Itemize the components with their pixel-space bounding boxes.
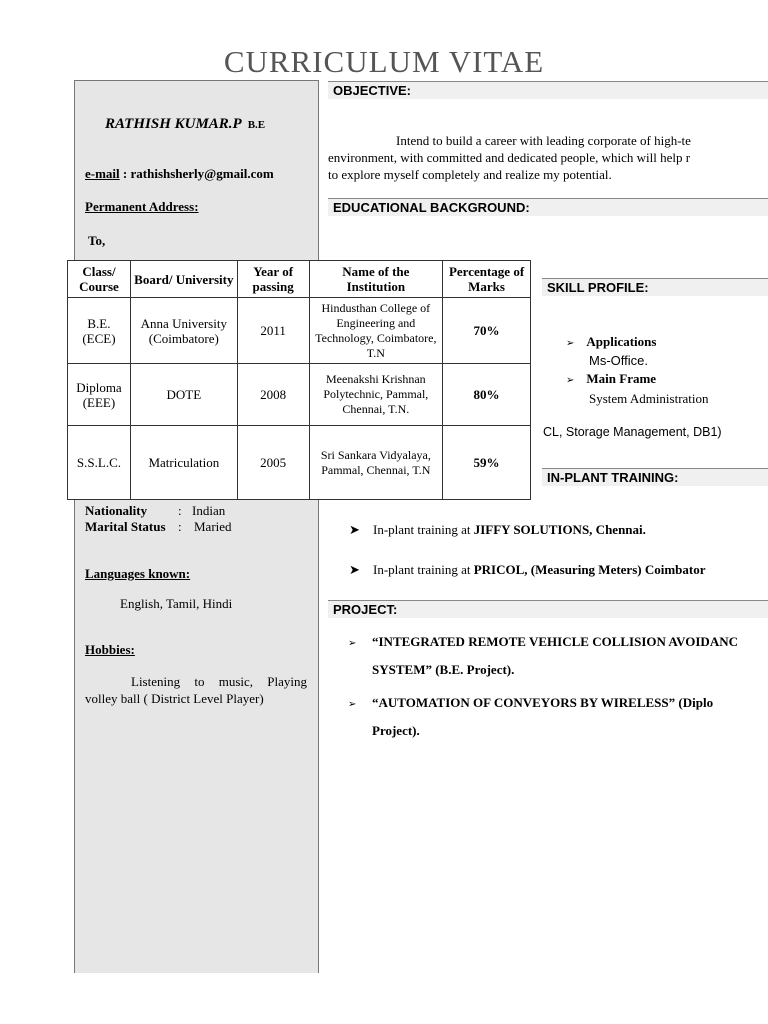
arrow-bullet-icon: ➢ [566,338,575,349]
arrow-bullet-icon: ➢ [348,638,357,649]
percentage-cell: 80% [443,364,531,426]
project-heading: PROJECT: [328,600,768,618]
objective-text: Intend to build a career with leading corporate of high-te environment, with committed and dedicated people, which will help r to explore myself completely and realize my potential. [328,133,691,182]
board-cell: Matriculation [130,426,237,500]
in-plant-training-heading: IN-PLANT TRAINING: [542,468,768,486]
institution-cell: Meenakshi Krishnan Polytechnic, Pammal, Chennai, T.N. [309,364,443,426]
skill-mainframe: ➢ Main Frame [566,371,657,386]
email-value: rathishsherly@gmail.com [130,166,274,181]
training-item-2: ➤ In-plant training at PRICOL, (Measuring Meters) Coimbator [349,562,706,578]
table-header-cell: Year of passing [237,261,309,298]
address-to: To, [88,233,106,248]
skill-applications-value: Ms-Office. [589,353,648,368]
skill-applications: ➢ Applications [566,334,657,349]
arrow-bullet-icon: ➢ [566,375,575,386]
education-heading: EDUCATIONAL BACKGROUND: [328,198,768,216]
languages-heading: Languages known: [85,566,191,581]
hobbies-value: Listening to music, Playing volley ball ( District Level Player) [85,674,307,706]
triangle-bullet-icon: ➤ [349,563,360,578]
table-header-cell: Percentage of Marks [443,261,531,298]
training-item-1: ➤ In-plant training at JIFFY SOLUTIONS, Chennai. [349,522,646,538]
arrow-bullet-icon: ➢ [348,699,357,710]
email-label: e-mail [85,166,120,181]
candidate-name: RATHISH KUMAR.P B.E [105,116,266,132]
languages-value: English, Tamil, Hindi [120,596,233,611]
table-row [68,298,531,364]
course-cell: Diploma (EEE) [68,364,131,426]
year-cell: 2011 [237,298,309,364]
course-cell: S.S.L.C. [68,426,131,500]
marital-status-label: Marital Status [85,519,166,534]
nationality-row: Nationality : Indian [85,503,226,518]
institution-cell: Hindusthan College of Engineering and Technology, Coimbatore, T.N [309,298,443,364]
table-header-cell: Name of the Institution [309,261,443,298]
project-item-2: ➢ “AUTOMATION OF CONVEYORS BY WIRELESS” (Diplo Project). [348,690,713,744]
table-header-row [68,261,531,298]
marital-status-value: Maried [194,519,232,534]
triangle-bullet-icon: ➤ [349,523,360,538]
institution-cell: Sri Sankara Vidyalaya, Pammal, Chennai, T.N [309,426,443,500]
nationality-label: Nationality [85,503,148,518]
skill-fragment: CL, Storage Management, DB1) [543,425,722,439]
nationality-value: Indian [192,503,226,518]
year-cell: 2008 [237,364,309,426]
board-cell: DOTE [130,364,237,426]
table-row [68,364,531,426]
skill-mainframe-value: System Administration [589,391,709,406]
permanent-address-label: Permanent Address: [85,199,199,214]
board-cell: Anna University (Coimbatore) [130,298,237,364]
objective-heading: OBJECTIVE: [328,81,768,99]
hobbies-heading: Hobbies: [85,642,135,657]
project-item-1: ➢ “INTEGRATED REMOTE VEHICLE COLLISION AVOIDANC SYSTEM” (B.E. Project). [348,629,738,683]
percentage-cell: 70% [443,298,531,364]
candidate-degree: B.E [247,119,266,131]
education-table [67,260,531,500]
table-row [68,426,531,500]
document-title: CURRICULUM VITAE [223,44,545,79]
year-cell: 2005 [237,426,309,500]
table-header-cell: Class/ Course [68,261,131,298]
marital-status-row: Marital Status : Maried [85,519,232,534]
email-line: e-mail : rathishsherly@gmail.com [85,166,274,181]
table-header-cell: Board/ University [130,261,237,298]
course-cell: B.E. (ECE) [68,298,131,364]
percentage-cell: 59% [443,426,531,500]
skill-profile-heading: SKILL PROFILE: [542,278,768,296]
